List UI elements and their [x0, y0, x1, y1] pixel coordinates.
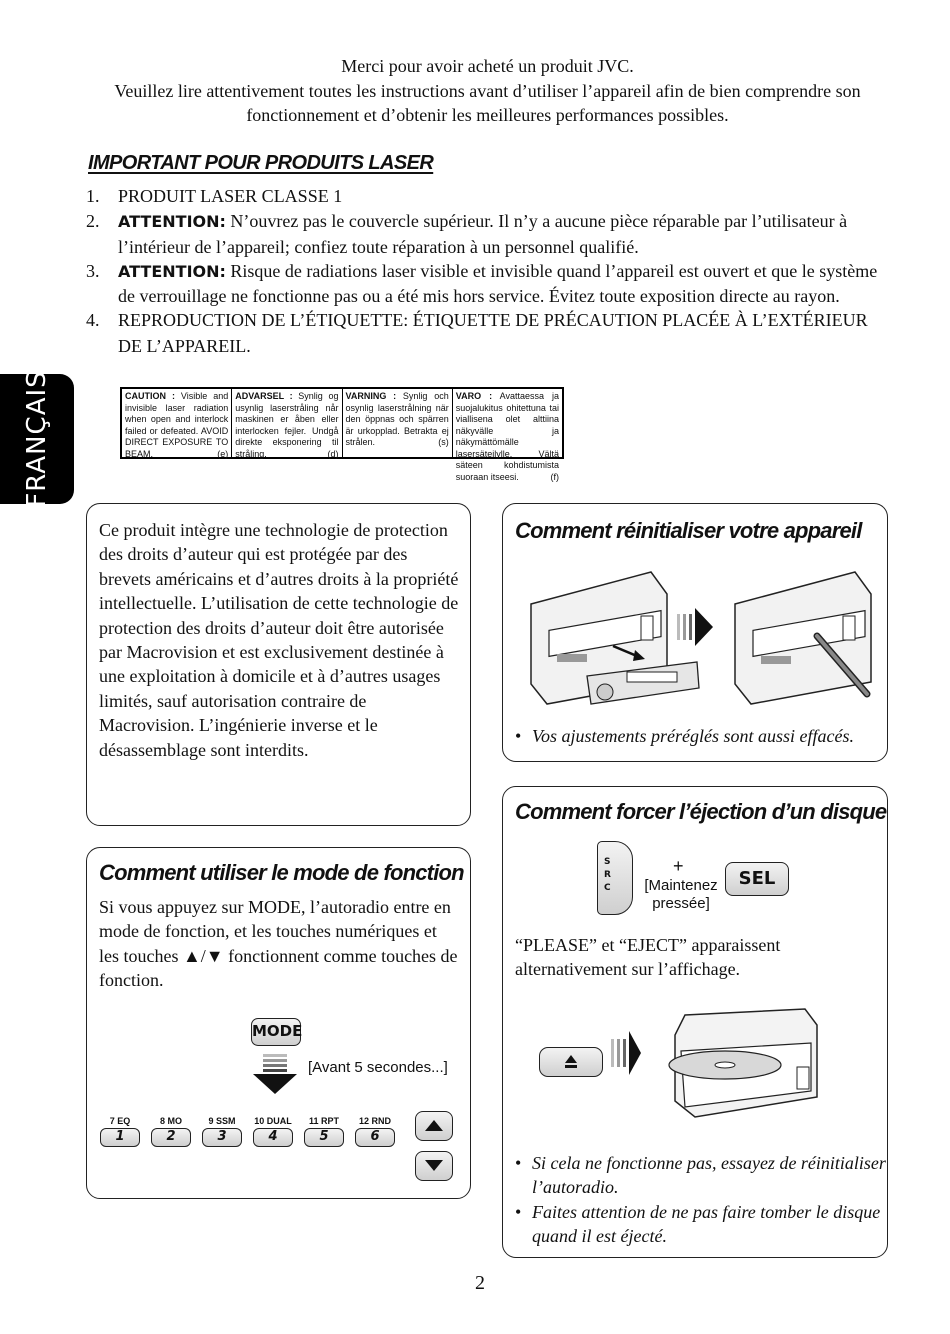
sel-button[interactable]: SEL — [725, 862, 789, 896]
arrow-down-icon — [253, 1054, 297, 1094]
up-button[interactable] — [415, 1111, 453, 1141]
timing-label: [Avant 5 secondes...] — [308, 1059, 448, 1076]
triangle-down-icon — [417, 1152, 451, 1178]
function-mode-text: Si vous appuyez sur MODE, l’autoradio entre en mode de fonction, et les touches numériques et les touches ▲/▼ fonctionnent comme touches de fonction. — [99, 897, 458, 991]
reset-title: Comment réinitialiser votre appareil — [515, 518, 862, 543]
function-mode-box — [86, 847, 471, 1199]
laser-title: IMPORTANT POUR PRODUITS LASER — [88, 152, 434, 174]
intro-text — [60, 54, 915, 128]
caution-cell-sv: VARNING : Synlig och osynlig laserstrålning när den öppnas och spärren är urkopplad. Betrakta ej strålen. (s) — [343, 389, 453, 457]
eject-text: “PLEASE” et “EJECT” apparaissent alternativement sur l’affichage. — [515, 935, 781, 980]
reset-box — [502, 503, 888, 762]
eject-icon — [541, 1048, 601, 1074]
key-label-3: 9 SSM — [208, 1116, 236, 1126]
page-number: 2 — [475, 1272, 485, 1294]
laser-list — [86, 184, 886, 358]
laser-item-2: 2. ATTENTION: N’ouvrez pas le couvercle supérieur. Il n’y a aucune pièce réparable par l’utilisateur à l’intérieur de l’appareil; confiez toute réparation à un personnel qualifié. — [86, 211, 848, 257]
number-key-3[interactable]: 3 — [202, 1128, 242, 1147]
arrow-right-icon — [611, 1031, 641, 1075]
language-tab — [0, 370, 74, 508]
down-button[interactable] — [415, 1151, 453, 1181]
number-key-5[interactable]: 5 — [304, 1128, 344, 1147]
intro-line-1: Merci pour avoir acheté un produit JVC. — [341, 56, 634, 76]
caution-cell-da: ADVARSEL : Synlig og usynlig laserstråling når maskinen er åben eller interlocken fejler. Undgå direkte eksponering til stråling. (d) — [232, 389, 342, 457]
src-button[interactable] — [597, 841, 633, 915]
key-label-1: 7 EQ — [109, 1116, 131, 1126]
disc-eject-illustration — [655, 1005, 821, 1121]
src-letter-s: S — [604, 857, 611, 867]
language-tab-label: FRANÇAIS — [22, 370, 52, 508]
caution-cell-fi: VARO : Avattaessa ja suojalukitus ohitettuna tai viallisena olet alttiina näkyvälle ja näkymättömälle lasersäteilylle. Vältä säteen kohdistumista suoraan itseesi. (f) — [455, 391, 559, 482]
mode-button[interactable]: MODE — [251, 1018, 301, 1046]
key-label-4: 10 DUAL — [254, 1116, 292, 1126]
intro-line-2: Veuillez lire attentivement toutes les instructions avant d’utiliser l’appareil afin de bien comprendre son fonctionnement et d’obtenir les meilleures performances possibles. — [114, 80, 861, 125]
src-letter-c: C — [604, 883, 611, 893]
eject-note-2: • Faites attention de ne pas faire tomber le disque quand il est éjecté. — [515, 1200, 892, 1249]
key-label-2: 8 MO — [159, 1116, 182, 1126]
number-key-2[interactable]: 2 — [151, 1128, 191, 1147]
reset-illustration — [517, 564, 879, 722]
number-key-1[interactable]: 1 — [100, 1128, 140, 1147]
caution-label — [120, 387, 564, 482]
key-label-5: 11 RPT — [308, 1116, 339, 1126]
number-key-4[interactable]: 4 — [253, 1128, 293, 1147]
hold-label: [Maintenez pressée] — [644, 877, 718, 912]
eject-box — [502, 786, 888, 1258]
src-letter-r: R — [604, 870, 611, 880]
eject-button[interactable] — [539, 1047, 603, 1077]
key-label-6: 12 RND — [358, 1116, 391, 1126]
plus-sign: + — [673, 856, 684, 876]
laser-item-4: 4. REPRODUCTION DE L’ÉTIQUETTE: ÉTIQUETTE DE PRÉCAUTION PLACÉE À L’EXTÉRIEUR DE L’APPAREIL. — [86, 310, 868, 356]
reset-note: • Vos ajustements préréglés sont aussi effacés. — [515, 724, 892, 748]
eject-note-1: • Si cela ne fonctionne pas, essayez de réinitialiser l’autoradio. — [515, 1151, 892, 1200]
caution-cell-en: CAUTION : Visible and invisible laser radiation when open and interlock failed or defeated. AVOID DIRECT EXPOSURE TO BEAM. (e) — [122, 389, 232, 457]
macrovision-text: Ce produit intègre une technologie de protection des droits d’auteur qui est protégée par des brevets américains et d’autres droits à la propriété intellectuelle. L’utilisation de cette technologie de protection des droits d’auteur doit être autorisée par Macrovision et est exclusivement destinée à une exploitation à domicile et à d’autres usages limités, sauf autorisation contraire de Macrovision. L’ingénierie inverse et le désassemblage sont interdits. — [99, 520, 459, 760]
function-mode-title: Comment utiliser le mode de fonction — [99, 860, 464, 885]
triangle-up-icon — [417, 1112, 451, 1138]
laser-item-1: 1. PRODUIT LASER CLASSE 1 — [86, 186, 343, 206]
eject-title: Comment forcer l’éjection d’un disque — [515, 799, 887, 824]
number-key-6[interactable]: 6 — [355, 1128, 395, 1147]
laser-item-3: 3. ATTENTION: Risque de radiations laser visible et invisible quand l’appareil est ouvert et que le système de verrouillage ne fonctionne pas ou a été mis hors service. Évitez toute exposition directe au rayon. — [86, 260, 878, 307]
macrovision-box — [86, 503, 471, 826]
